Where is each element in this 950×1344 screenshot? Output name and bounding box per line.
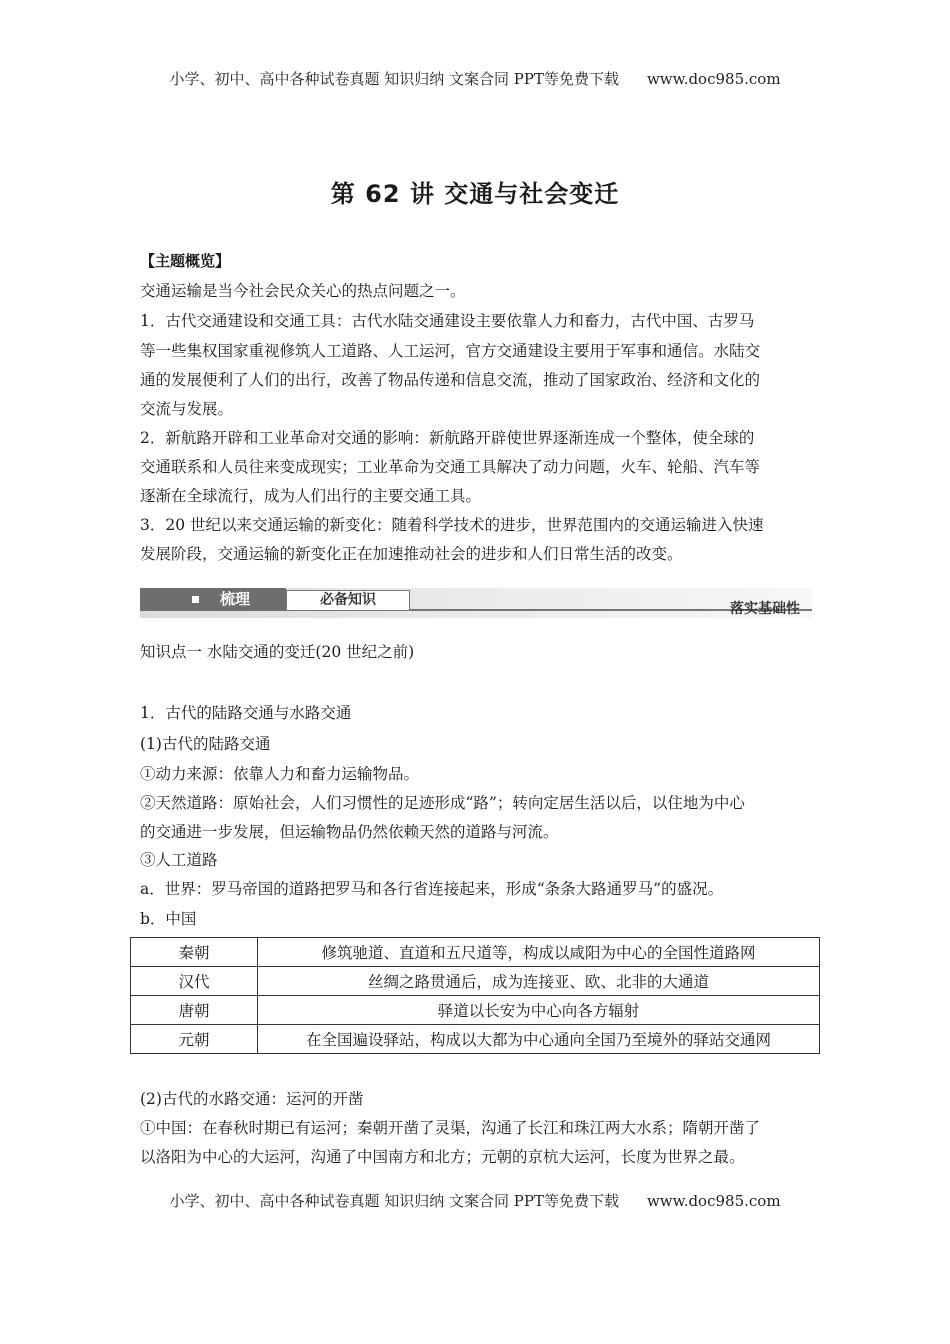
water-line: (2)古代的水路交通：运河的开凿	[140, 1090, 364, 1108]
banner-right-label: 落实基础性	[730, 601, 800, 617]
overview-line: 交通联系和人员往来变成现实；工业革命为交通工具解决了动力问题，火车、轮船、汽车等	[140, 458, 761, 476]
banner-box-label: 必备知识	[286, 590, 410, 611]
knowledge-line: b．中国	[140, 910, 197, 928]
overview-line: 交通运输是当今社会民众关心的热点问题之一。	[140, 282, 466, 300]
table-cell-desc: 修筑驰道、直道和五尺道等，构成以咸阳为中心的全国性道路网	[258, 938, 820, 967]
table-cell-desc: 在全国遍设驿站，构成以大都为中心通向全国乃至境外的驿站交通网	[258, 1025, 820, 1054]
overview-line: 发展阶段，交通运输的新变化正在加速推动社会的进步和人们日常生活的改变。	[140, 545, 683, 563]
knowledge-line: ③人工道路	[140, 851, 218, 869]
table-cell-dynasty: 秦朝	[131, 938, 258, 967]
dynasty-road-table	[130, 937, 820, 1054]
overview-line: 等一些集权国家重视修筑人工道路、人工运河，官方交通建设主要用于军事和通信。水陆交	[140, 342, 761, 360]
table-row	[131, 967, 820, 996]
knowledge-point-heading: 知识点一 水陆交通的变迁(20 世纪之前)	[140, 643, 415, 661]
table-row	[131, 996, 820, 1025]
table-cell-dynasty: 唐朝	[131, 996, 258, 1025]
knowledge-line: (1)古代的陆路交通	[140, 735, 271, 753]
overview-line: 2．新航路开辟和工业革命对交通的影响：新航路开辟使世界逐渐连成一个整体，使全球的	[140, 429, 755, 447]
overview-line: 交流与发展。	[140, 400, 234, 418]
knowledge-line: 的交通进一步发展，但运输物品仍然依赖天然的道路与河流。	[140, 823, 559, 841]
table-cell-desc: 丝绸之路贯通后，成为连接亚、欧、北非的大通道	[258, 967, 820, 996]
banner-dark-tab	[140, 588, 286, 611]
overview-line: 逐渐在全球流行，成为人们出行的主要交通工具。	[140, 487, 482, 505]
footer-text: 小学、初中、高中各种试卷真题 知识归纳 文案合同 PPT等免费下载	[169, 1192, 619, 1210]
square-bullet-icon	[192, 596, 199, 603]
overview-line: 1．古代交通建设和交通工具：古代水陆交通建设主要依靠人力和畜力，古代中国、古罗马	[140, 312, 755, 330]
knowledge-line: ②天然道路：原始社会，人们习惯性的足迹形成“路”；转向定居生活以后，以住地为中心	[140, 794, 745, 812]
overview-line: 通的发展便利了人们的出行，改善了物品传递和信息交流，推动了国家政治、经济和文化的	[140, 371, 761, 389]
footer-url[interactable]: www.doc985.com	[646, 1192, 781, 1210]
page-title: 第 62 讲 交通与社会变迁	[330, 180, 620, 208]
page-footer	[0, 1190, 950, 1211]
banner-left-label: 梳理	[220, 590, 251, 608]
overview-line: 3．20 世纪以来交通运输的新变化：随着科学技术的进步，世界范围内的交通运输进入快速	[140, 516, 764, 534]
header-url[interactable]: www.doc985.com	[646, 70, 781, 88]
table-row	[131, 938, 820, 967]
water-line: 以洛阳为中心的大运河，沟通了中国南方和北方；元朝的京杭大运河，长度为世界之最。	[140, 1148, 745, 1166]
table-cell-dynasty: 元朝	[131, 1025, 258, 1054]
knowledge-line: 1．古代的陆路交通与水路交通	[140, 704, 352, 722]
knowledge-line: a．世界：罗马帝国的道路把罗马和各行省连接起来，形成“条条大路通罗马”的盛况。	[140, 880, 724, 898]
section-banner	[140, 588, 812, 618]
knowledge-line: ①动力来源：依靠人力和畜力运输物品。	[140, 765, 420, 783]
water-line: ①中国：在春秋时期已有运河；秦朝开凿了灵渠，沟通了长江和珠江两大水系；隋朝开凿了	[140, 1119, 761, 1137]
table-cell-desc: 驿道以长安为中心向各方辐射	[258, 996, 820, 1025]
table-cell-dynasty: 汉代	[131, 967, 258, 996]
overview-heading: 【主题概览】	[140, 252, 231, 270]
header-text: 小学、初中、高中各种试卷真题 知识归纳 文案合同 PPT等免费下载	[169, 70, 619, 88]
table-row	[131, 1025, 820, 1054]
page-header	[0, 68, 950, 89]
